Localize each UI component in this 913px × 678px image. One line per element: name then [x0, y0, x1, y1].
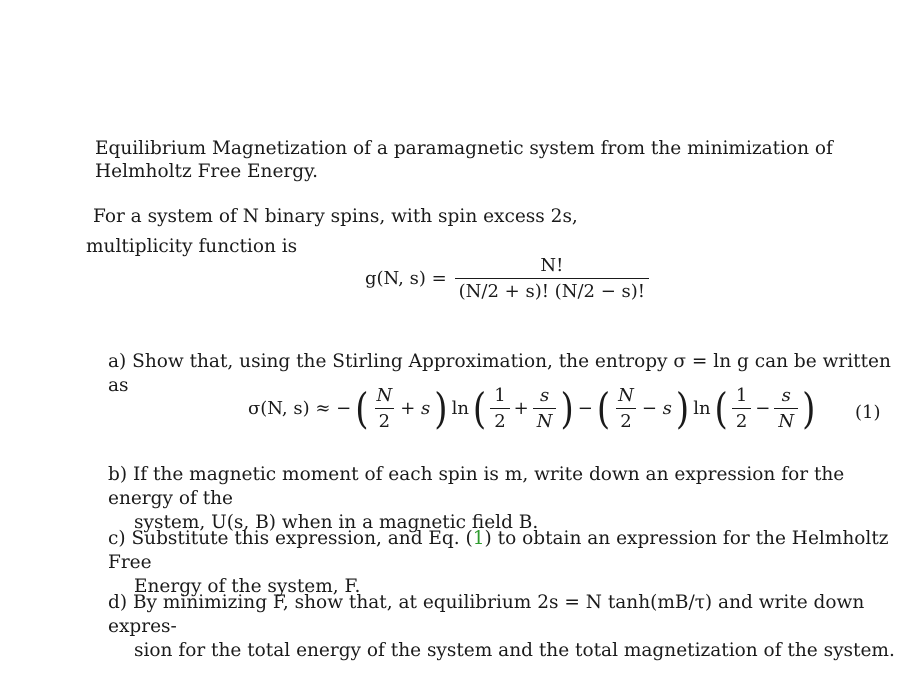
- question-c-line-2: Energy of the system, F.: [134, 576, 361, 597]
- paren-left-1: (: [355, 383, 369, 434]
- intro-line-2: multiplicity function is: [86, 236, 298, 257]
- paren-left-3: (: [596, 383, 611, 434]
- equation-sigma-lhs: σ(N, s) ≈ −: [248, 398, 352, 419]
- question-d-line-1: By minimizing F, show that, at equilibrium 2s = N tanh(mB/τ) and write down expres-: [108, 592, 865, 637]
- question-d-line-2: sion for the total energy of the system and the total magnetization of the system.: [134, 640, 895, 661]
- frac-half-a: $\frac{1}{2}$: [490, 385, 509, 432]
- frac-s-over-n-b: $\frac{s}{N}$: [774, 385, 798, 432]
- frac-s-over-n-a: $\frac{s}{N}$: [533, 385, 557, 432]
- question-a-text: Show that, using the Stirling Approximation, the entropy σ = ln g can be written as: [108, 351, 891, 396]
- plus-s-a: + s: [400, 398, 431, 419]
- page-title: Equilibrium Magnetization of a paramagnetic system from the minimization of Helmholtz Free Energy.: [95, 138, 833, 182]
- question-b-label: b): [108, 464, 128, 485]
- question-d: [108, 591, 898, 663]
- intro-line-1: For a system of N binary spins, with spin excess 2s,: [93, 206, 578, 227]
- equation-g-lhs: g(N, s) =: [365, 268, 447, 289]
- paren-right-3: ): [675, 383, 690, 434]
- question-b-line-1: If the magnetic moment of each spin is m, write down an expression for the energy of the: [108, 464, 845, 509]
- question-d-label: d): [108, 592, 128, 613]
- paren-right-4: ): [802, 383, 816, 434]
- paren-left-2: (: [472, 383, 487, 434]
- equation-number: (1): [855, 402, 881, 423]
- minus-b: −: [755, 398, 771, 419]
- question-c-line-1-pre: Substitute this expression, and Eq. (: [131, 528, 473, 549]
- paren-left-4: (: [714, 383, 728, 434]
- equation-reference-link[interactable]: 1: [472, 528, 485, 549]
- question-b-line-2: system, U(s, B) when in a magnetic field B.: [134, 512, 539, 533]
- ln-a: ln: [451, 398, 469, 419]
- minus-s-b: − s: [641, 398, 672, 419]
- minus-mid: −: [577, 398, 593, 419]
- question-c: [108, 527, 898, 599]
- paren-right-2: ): [560, 383, 574, 434]
- multiplicity-fraction: [455, 255, 649, 302]
- ln-b: ln: [693, 398, 711, 419]
- question-a-label: a): [108, 351, 127, 372]
- entropy-equation: [248, 385, 815, 432]
- question-b: [108, 463, 898, 535]
- frac-half-b: $\frac{1}{2}$: [732, 385, 751, 432]
- paren-right-1: ): [434, 383, 448, 434]
- plus-a: +: [513, 398, 529, 419]
- frac-n-over-2-a: $\frac{N}{2}$: [376, 385, 393, 432]
- frac-n-over-2-b: $\frac{N}{2}$: [618, 385, 634, 432]
- multiplicity-equation: [365, 255, 649, 302]
- question-c-line-1-post: ) to obtain an expression for the Helmholtz Free: [108, 528, 889, 573]
- fraction-denominator: (N/2 + s)! (N/2 − s)!: [455, 278, 649, 302]
- fraction-numerator: N!: [540, 255, 564, 276]
- question-c-label: c): [108, 528, 126, 549]
